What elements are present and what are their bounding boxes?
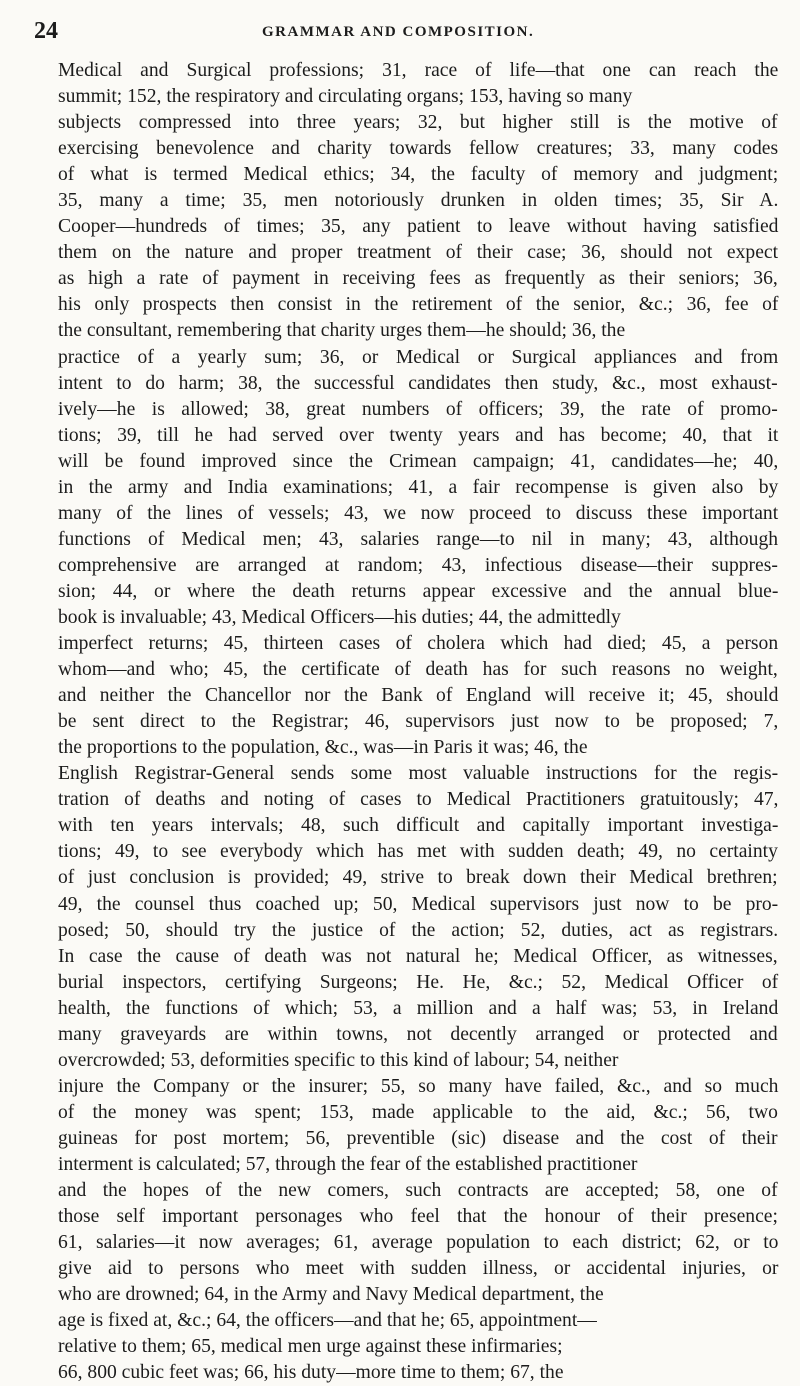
text-line: injure the Company or the insurer; 55, so many have failed, &c., and so much xyxy=(58,1075,779,1097)
text-line: ively—he is allowed; 38, great numbers of officers; 39, the rate of promo- xyxy=(58,398,778,420)
text-line: tration of deaths and noting of cases to Medical Practitioners gratuitously; 47, xyxy=(58,789,779,811)
text-line: with ten years intervals; 48, such difficult and capitally important investiga- xyxy=(58,815,779,837)
text-line: tions; 49, to see everybody which has met with sudden death; 49, no certainty xyxy=(58,841,778,863)
text-line: them on the nature and proper treatment of their case; 36, should not expect xyxy=(58,242,779,264)
text-line: his only prospects then consist in the retirement of the senior, &c.; 36, fee of xyxy=(58,294,779,316)
text-line: Medical and Surgical professions; 31, race of life—that one can reach the xyxy=(58,60,779,81)
text-line: burial inspectors, certifying Surgeons; He. He, &c.; 52, Medical Officer of xyxy=(58,971,779,993)
text-line: many graveyards are within towns, not decently arranged or protected and xyxy=(58,1023,778,1045)
text-line: will be found improved since the Crimean campaign; 41, candidates—he; 40, xyxy=(58,450,779,472)
text-line: posed; 50, should try the justice of the action; 52, duties, act as registrars. xyxy=(58,919,779,941)
body-text xyxy=(58,58,778,1386)
text-line: give aid to persons who meet with sudden illness, or accidental injuries, or xyxy=(58,1258,779,1280)
text-line: overcrowded; 53, deformities specific to this kind of labour; 54, neither xyxy=(58,1049,619,1071)
text-line: sion; 44, or where the death returns appear excessive and the annual blue- xyxy=(58,580,779,602)
text-line: who are drowned; 64, in the Army and Navy Medical department, the xyxy=(58,1284,604,1306)
text-line: and neither the Chancellor nor the Bank of England will receive it; 45, should xyxy=(58,685,779,707)
text-line: guineas for post mortem; 56, preventible (sic) disease and the cost of their xyxy=(58,1127,778,1149)
text-line: 61, salaries—it now averages; 61, average population to each district; 62, or to xyxy=(58,1232,779,1254)
text-line: summit; 152, the respiratory and circulating organs; 153, having so many xyxy=(58,86,633,108)
text-line: of just conclusion is provided; 49, strive to break down their Medical brethren; xyxy=(58,867,778,889)
text-line: In case the cause of death was not natural he; Medical Officer, as witnesses, xyxy=(58,945,778,967)
text-line: tions; 39, till he had served over twenty years and has become; 40, that it xyxy=(58,424,779,446)
text-line: 35, many a time; 35, men notoriously drunken in olden times; 35, Sir A. xyxy=(58,190,779,212)
text-line: subjects compressed into three years; 32, but higher still is the motive of xyxy=(58,112,778,134)
text-line: 66, 800 cubic feet was; 66, his duty—more time to them; 67, the xyxy=(58,1362,564,1384)
text-line: functions of Medical men; 43, salaries range—to nil in many; 43, although xyxy=(58,528,779,550)
text-line: health, the functions of which; 53, a million and a half was; 53, in Ireland xyxy=(58,997,779,1019)
text-line: many of the lines of vessels; 43, we now proceed to discuss these important xyxy=(58,502,779,524)
text-line: 49, the counsel thus coached up; 50, Medical supervisors just now to be pro- xyxy=(58,893,779,915)
text-line: of the money was spent; 153, made applicable to the aid, &c.; 56, two xyxy=(58,1101,778,1123)
text-line: and the hopes of the new comers, such contracts are accepted; 58, one of xyxy=(58,1180,778,1202)
text-line: book is invaluable; 43, Medical Officers—his duties; 44, the admittedly xyxy=(58,606,621,628)
text-line: interment is calculated; 57, through the fear of the established practitioner xyxy=(58,1153,638,1175)
text-line: intent to do harm; 38, the successful candidates then study, &c., most exhaust- xyxy=(58,372,778,394)
text-line: as high a rate of payment in receiving fees as frequently as their seniors; 36, xyxy=(58,268,778,290)
text-line: age is fixed at, &c.; 64, the officers—and that he; 65, appointment— xyxy=(58,1310,597,1332)
text-line: be sent direct to the Registrar; 46, supervisors just now to be proposed; 7, xyxy=(58,711,779,733)
text-line: in the army and India examinations; 41, a fair recompense is given also by xyxy=(58,476,779,498)
text-line: whom—and who; 45, the certificate of death has for such reasons no weight, xyxy=(58,659,778,681)
text-line: Cooper—hundreds of times; 35, any patient to leave without having satisfied xyxy=(58,216,779,238)
text-line: relative to them; 65, medical men urge against these infirmaries; xyxy=(58,1336,563,1358)
text-line: those self important personages who feel that the honour of their presence; xyxy=(58,1206,778,1228)
text-line: practice of a yearly sum; 36, or Medical or Surgical appliances and from xyxy=(58,346,779,368)
text-line: of what is termed Medical ethics; 34, the faculty of memory and judgment; xyxy=(58,164,779,186)
text-line: the consultant, remembering that charity urges them—he should; 36, the xyxy=(58,320,626,342)
text-line: exercising benevolence and charity towards fellow creatures; 33, many codes xyxy=(58,138,779,160)
text-line: English Registrar-General sends some most valuable instructions for the regis- xyxy=(58,763,779,785)
running-head: GRAMMAR AND COMPOSITION. xyxy=(262,24,535,40)
page-number: 24 xyxy=(34,18,58,44)
text-line: the proportions to the population, &c., was—in Paris it was; 46, the xyxy=(58,737,588,759)
text-line: comprehensive are arranged at random; 43, infectious disease—their suppres- xyxy=(58,554,778,576)
page-header xyxy=(34,18,760,42)
text-line: imperfect returns; 45, thirteen cases of cholera which had died; 45, a person xyxy=(58,633,779,655)
